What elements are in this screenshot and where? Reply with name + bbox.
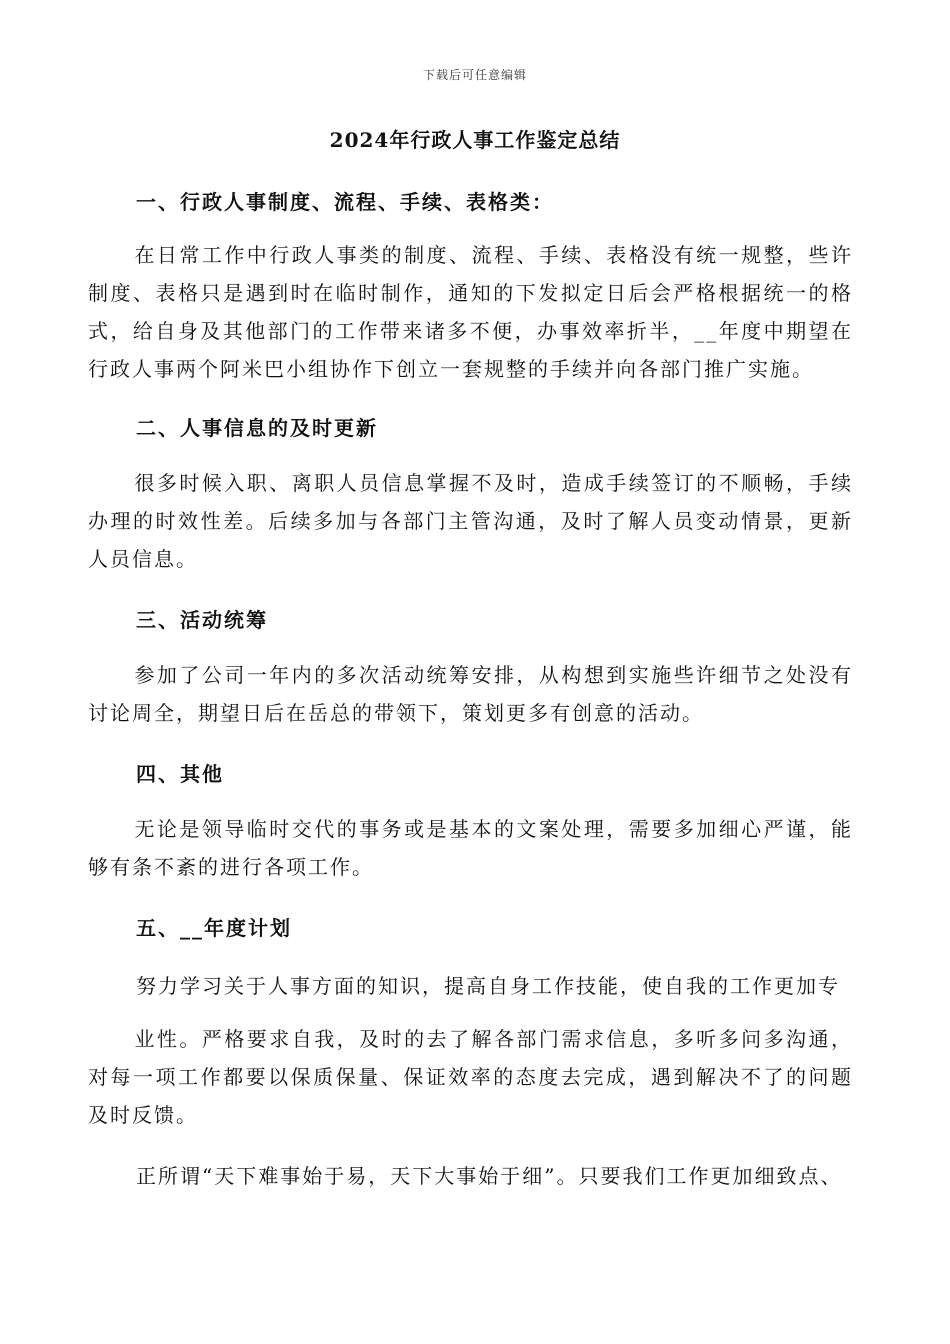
section-body-1: 在日常工作中行政人事类的制度、流程、手续、表格没有统一规整，些许制度、表格只是遇到时在临时制作，通知的下发拟定日后会严格根据统一的格式，给自身及其他部门的工作带来诸多不便，办事效率折半，__年度中期望在行政人事两个阿米巴小组协作下创立一套规整的手续并向各部门推广实施。	[88, 243, 853, 381]
document-title: 2024年行政人事工作鉴定总结	[329, 128, 621, 152]
continuation-paragraph: 业性。严格要求自我，及时的去了解各部门需求信息，多听多问多沟通，对每一项工作都要以保质保量、保证效率的态度去完成，遇到解决不了的问题及时反馈。	[88, 1027, 853, 1127]
section-heading-5: 五、__年度计划	[136, 916, 292, 940]
header-note: 下载后可任意编辑	[422, 68, 527, 82]
section-heading-4: 四、其他	[136, 762, 224, 786]
section-body-5: 努力学习关于人事方面的知识，提高自身工作技能，使自我的工作更加专	[136, 974, 840, 998]
section-heading-1: 一、行政人事制度、流程、手续、表格类：	[136, 190, 554, 214]
closing-paragraph: 正所谓“天下难事始于易，天下大事始于细”。只要我们工作更加细致点、	[136, 1164, 843, 1188]
section-body-2: 很多时候入职、离职人员信息掌握不及时，造成手续签订的不顺畅，手续办理的时效性差。后续多加与各部门主管沟通，及时了解人员变动情景，更新人员信息。	[88, 471, 853, 571]
section-heading-2: 二、人事信息的及时更新	[136, 416, 378, 440]
section-heading-3: 三、活动统筹	[136, 608, 268, 632]
section-body-3: 参加了公司一年内的多次活动统筹安排，从构想到实施些许细节之处没有讨论周全，期望日后在岳总的带领下，策划更多有创意的活动。	[88, 663, 853, 725]
section-body-4: 无论是领导临时交代的事务或是基本的文案处理，需要多加细心严谨，能够有条不紊的进行各项工作。	[88, 817, 853, 879]
